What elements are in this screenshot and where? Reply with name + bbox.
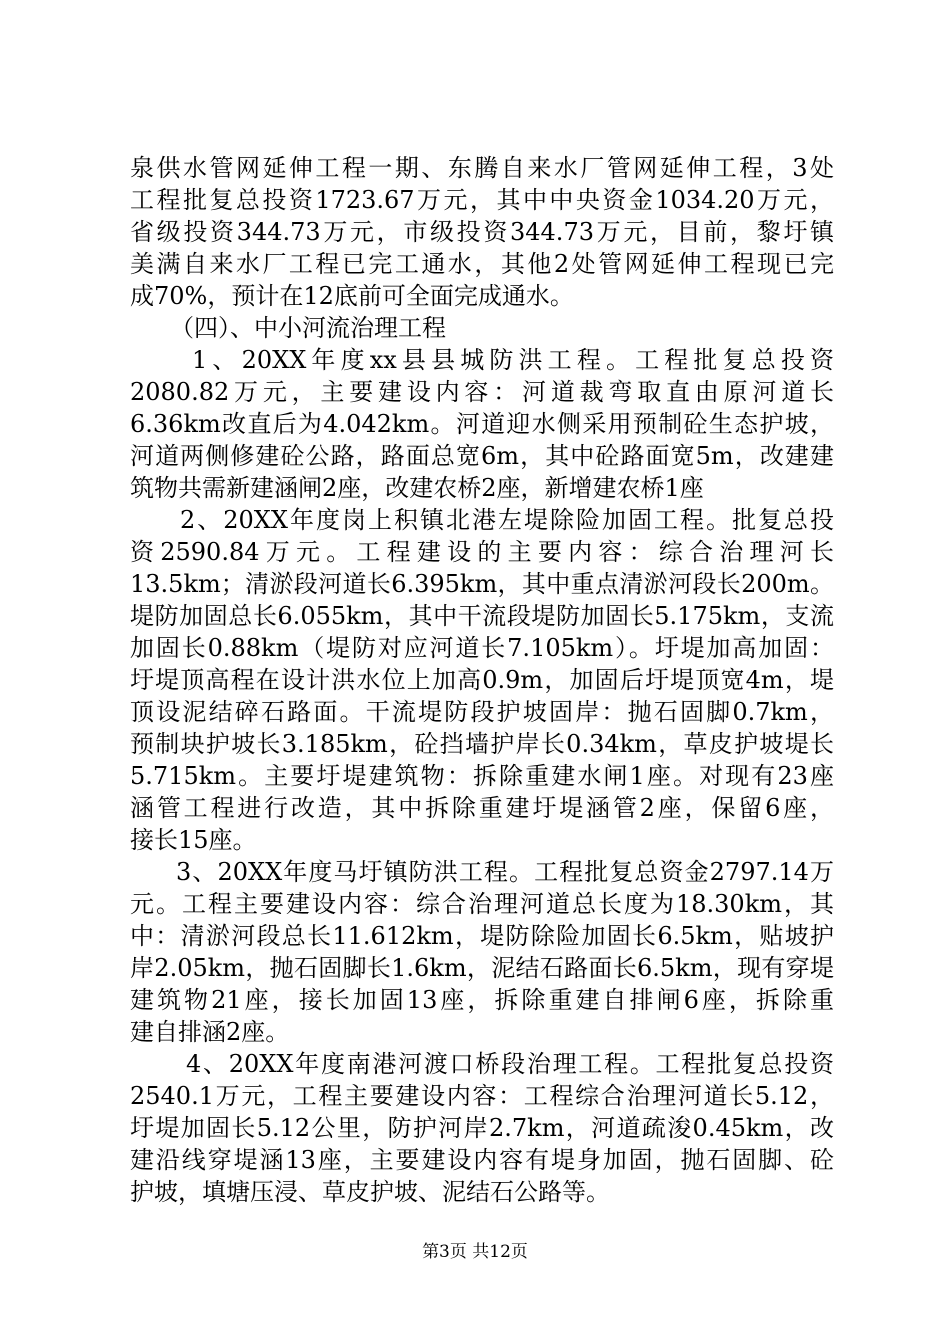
text-line: 美满自来水厂工程已完工通水，其他2处管网延伸工程现已完 — [130, 250, 834, 278]
text-line: 1、20XX年度xx县县城防洪工程。工程批复总投资 — [192, 346, 834, 374]
text-line: 堤防加固总长6.055km，其中干流段堤防加固长5.175km，支流 — [130, 602, 834, 630]
page-footer: 第3页 共12页 — [422, 1242, 528, 1262]
text-line: 加固长0.88km（堤防对应河道长7.105km）。圩堤加高加固： — [130, 634, 834, 662]
text-line: 涵管工程进行改造，其中拆除重建圩堤涵管2座，保留6座， — [130, 794, 834, 822]
text-line: 建沿线穿堤涵13座，主要建设内容有堤身加固，抛石固脚、砼 — [130, 1146, 834, 1174]
text-line: 5.715km。主要圩堤建筑物：拆除重建水闸1座。对现有23座 — [130, 762, 834, 790]
text-line: 预制块护坡长3.185km，砼挡墙护岸长0.34km，草皮护坡堤长 — [130, 730, 834, 758]
text-line: 建自排涵2座。 — [130, 1018, 290, 1046]
text-line: 岸2.05km，抛石固脚长1.6km，泥结石路面长6.5km，现有穿堤 — [130, 954, 834, 982]
paragraph-water-supply — [130, 152, 834, 312]
text-line: 圩堤顶高程在设计洪水位上加高0.9m，加固后圩堤顶宽4m，堤 — [130, 666, 834, 694]
text-line: 建筑物21座，接长加固13座，拆除重建自排闸6座，拆除重 — [130, 986, 834, 1014]
text-line: 元。工程主要建设内容：综合治理河道总长度为18.30km，其 — [130, 890, 834, 918]
text-line: 2、20XX年度岗上积镇北港左堤除险加固工程。批复总投 — [180, 506, 834, 534]
text-line: 护坡，填塘压浸、草皮护坡、泥结石公路等。 — [130, 1178, 610, 1206]
text-line: 成70%，预计在12底前可全面完成通水。 — [130, 282, 574, 310]
text-line: 中：清淤河段总长11.612km，堤防除险加固长6.5km，贴坡护 — [130, 922, 834, 950]
text-line: 资2590.84万元。工程建设的主要内容：综合治理河长 — [130, 538, 834, 566]
text-line: 顶设泥结碎石路面。干流堤防段护坡固岸：抛石固脚0.7km， — [130, 698, 834, 726]
text-line: 河道两侧修建砼公路，路面总宽6m，其中砼路面宽5m，改建建 — [130, 442, 834, 470]
text-line: 接长15座。 — [130, 826, 257, 854]
text-line: 3、20XX年度马圩镇防洪工程。工程批复总资金2797.14万 — [176, 858, 834, 886]
text-line: 2080.82万元，主要建设内容：河道裁弯取直由原河道长 — [130, 378, 834, 406]
text-line: 省级投资344.73万元，市级投资344.73万元，目前，黎圩镇 — [130, 218, 834, 246]
paragraph-project-1 — [130, 344, 834, 504]
document-body — [130, 152, 834, 1208]
section-heading: （四）、中小河流治理工程 — [170, 314, 446, 342]
text-line: 圩堤加固长5.12公里，防护河岸2.7km，河道疏浚0.45km，改 — [130, 1114, 834, 1142]
text-line: 13.5km；清淤段河道长6.395km，其中重点清淤河段长200m。 — [130, 570, 834, 598]
text-line: 6.36km改直后为4.042km。河道迎水侧采用预制砼生态护坡， — [130, 410, 834, 438]
paragraph-project-3 — [130, 856, 834, 1048]
paragraph-project-4 — [130, 1048, 834, 1208]
text-line: 2540.1万元，工程主要建设内容：工程综合治理河道长5.12， — [130, 1082, 834, 1110]
text-line: 筑物共需新建涵闸2座，改建农桥2座，新增建农桥1座 — [130, 474, 704, 502]
text-line: 4、20XX年度南港河渡口桥段治理工程。工程批复总投资 — [186, 1050, 834, 1078]
text-line: 泉供水管网延伸工程一期、东腾自来水厂管网延伸工程，3处 — [130, 154, 834, 182]
paragraph-project-2 — [130, 504, 834, 856]
text-line: 工程批复总投资1723.67万元，其中中央资金1034.20万元， — [130, 186, 834, 214]
